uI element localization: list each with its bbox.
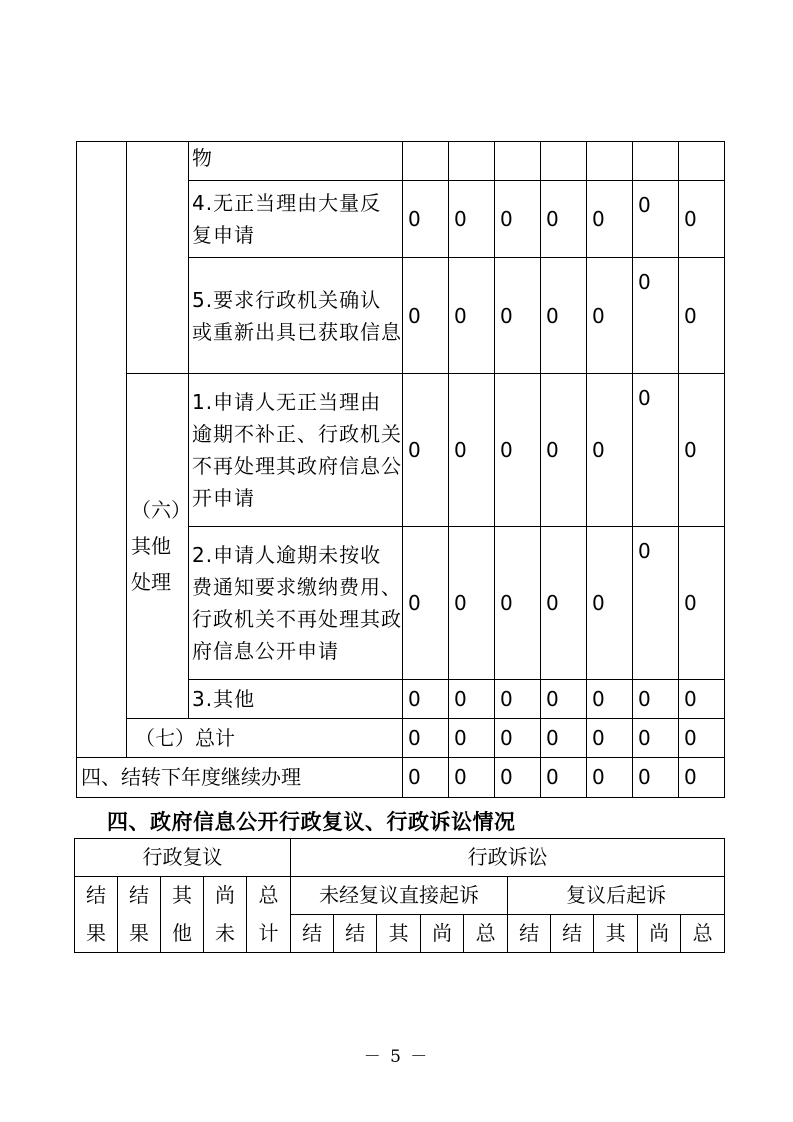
value-cell: 0 [403,680,449,719]
value-cell: 0 [633,757,679,797]
response-stats-table [76,141,725,758]
value-cell: 0 [403,757,449,797]
value-cell: 0 [679,374,725,527]
category-label: （六）其他处理 [127,374,189,719]
value-cell: 0 [495,258,541,374]
table-row [75,915,725,953]
value-cell: 0 [403,719,449,758]
value-cell: 0 [541,719,587,758]
review-col-header: 果 [118,915,161,953]
value-cell: 0 [587,181,633,258]
litigation-col-header: 结 [508,915,551,953]
value-cell: 0 [633,680,679,719]
value-cell: 0 [541,757,587,797]
litigation-col-header: 其 [594,915,638,953]
value-cell: 0 [633,181,679,258]
item-label: 5.要求行政机关确认或重新出具已获取信息 [189,258,403,374]
value-cell: 0 [587,258,633,374]
admin-litigation-header: 行政诉讼 [291,839,725,877]
value-cell: 0 [633,719,679,758]
table-row [77,719,725,758]
litigation-col-header: 尚 [638,915,681,953]
review-col-header: 果 [75,915,118,953]
item-label: 2.申请人逾期未按收费通知要求缴纳费用、行政机关不再处理其政府信息公开申请 [189,527,403,680]
item-label: 1.申请人无正当理由逾期不补正、行政机关不再处理其政府信息公开申请 [189,374,403,527]
value-cell: 0 [541,374,587,527]
value-cell: 0 [679,527,725,680]
value-cell: 0 [495,719,541,758]
value-cell: 0 [449,680,495,719]
value-cell: 0 [587,719,633,758]
item-label: 物 [189,142,403,181]
review-col-header: 计 [247,915,291,953]
value-cell [587,142,633,181]
item-label: 3.其他 [189,680,403,719]
review-col-header: 尚 [204,877,247,915]
litigation-col-header: 总 [464,915,508,953]
value-cell: 0 [403,527,449,680]
table-row [77,757,725,797]
review-col-header: 他 [161,915,204,953]
review-col-header: 结 [75,877,118,915]
review-litigation-table [74,838,725,953]
value-cell: 0 [679,680,725,719]
value-cell: 0 [541,258,587,374]
review-col-header: 其 [161,877,204,915]
value-cell: 0 [449,527,495,680]
value-cell: 0 [587,680,633,719]
carryover-label: 四、结转下年度继续办理 [77,757,403,797]
value-cell: 0 [449,181,495,258]
table-row [75,877,725,915]
value-cell [449,142,495,181]
table-row [77,374,725,527]
value-cell: 0 [587,757,633,797]
value-cell: 0 [679,181,725,258]
item-label: 4.无正当理由大量反复申请 [189,181,403,258]
section-heading: 四、政府信息公开行政复议、行政诉讼情况 [107,810,516,834]
admin-review-header: 行政复议 [75,839,291,877]
value-cell: 0 [449,374,495,527]
litigation-col-header: 结 [334,915,377,953]
value-cell [633,142,679,181]
value-cell: 0 [495,757,541,797]
value-cell: 0 [403,181,449,258]
value-cell: 0 [495,181,541,258]
litigation-col-header: 尚 [421,915,464,953]
value-cell: 0 [495,374,541,527]
value-cell: 0 [633,527,679,680]
review-col-header: 未 [204,915,247,953]
suit-after-review-header: 复议后起诉 [508,877,725,915]
litigation-col-header: 结 [551,915,594,953]
value-cell: 0 [541,527,587,680]
value-cell: 0 [495,527,541,680]
value-cell: 0 [541,680,587,719]
value-cell: 0 [403,258,449,374]
value-cell: 0 [679,258,725,374]
outer-category-cell [77,142,127,758]
review-col-header: 结 [118,877,161,915]
page-number: － 5 － [363,1047,430,1067]
carryover-table [76,757,725,798]
value-cell [403,142,449,181]
value-cell [541,142,587,181]
value-cell [495,142,541,181]
litigation-col-header: 其 [377,915,421,953]
litigation-col-header: 总 [681,915,725,953]
value-cell: 0 [449,258,495,374]
table-row [75,839,725,877]
direct-suit-header: 未经复议直接起诉 [291,877,508,915]
value-cell: 0 [541,181,587,258]
value-cell: 0 [633,374,679,527]
value-cell: 0 [679,757,725,797]
value-cell [679,142,725,181]
table-row [77,142,725,181]
value-cell: 0 [495,680,541,719]
review-col-header: 总 [247,877,291,915]
litigation-col-header: 结 [291,915,334,953]
value-cell: 0 [449,719,495,758]
value-cell: 0 [679,719,725,758]
value-cell: 0 [633,258,679,374]
value-cell: 0 [587,527,633,680]
category-cell [127,142,189,374]
value-cell: 0 [449,757,495,797]
total-label: （七）总计 [127,719,403,758]
value-cell: 0 [403,374,449,527]
value-cell: 0 [587,374,633,527]
